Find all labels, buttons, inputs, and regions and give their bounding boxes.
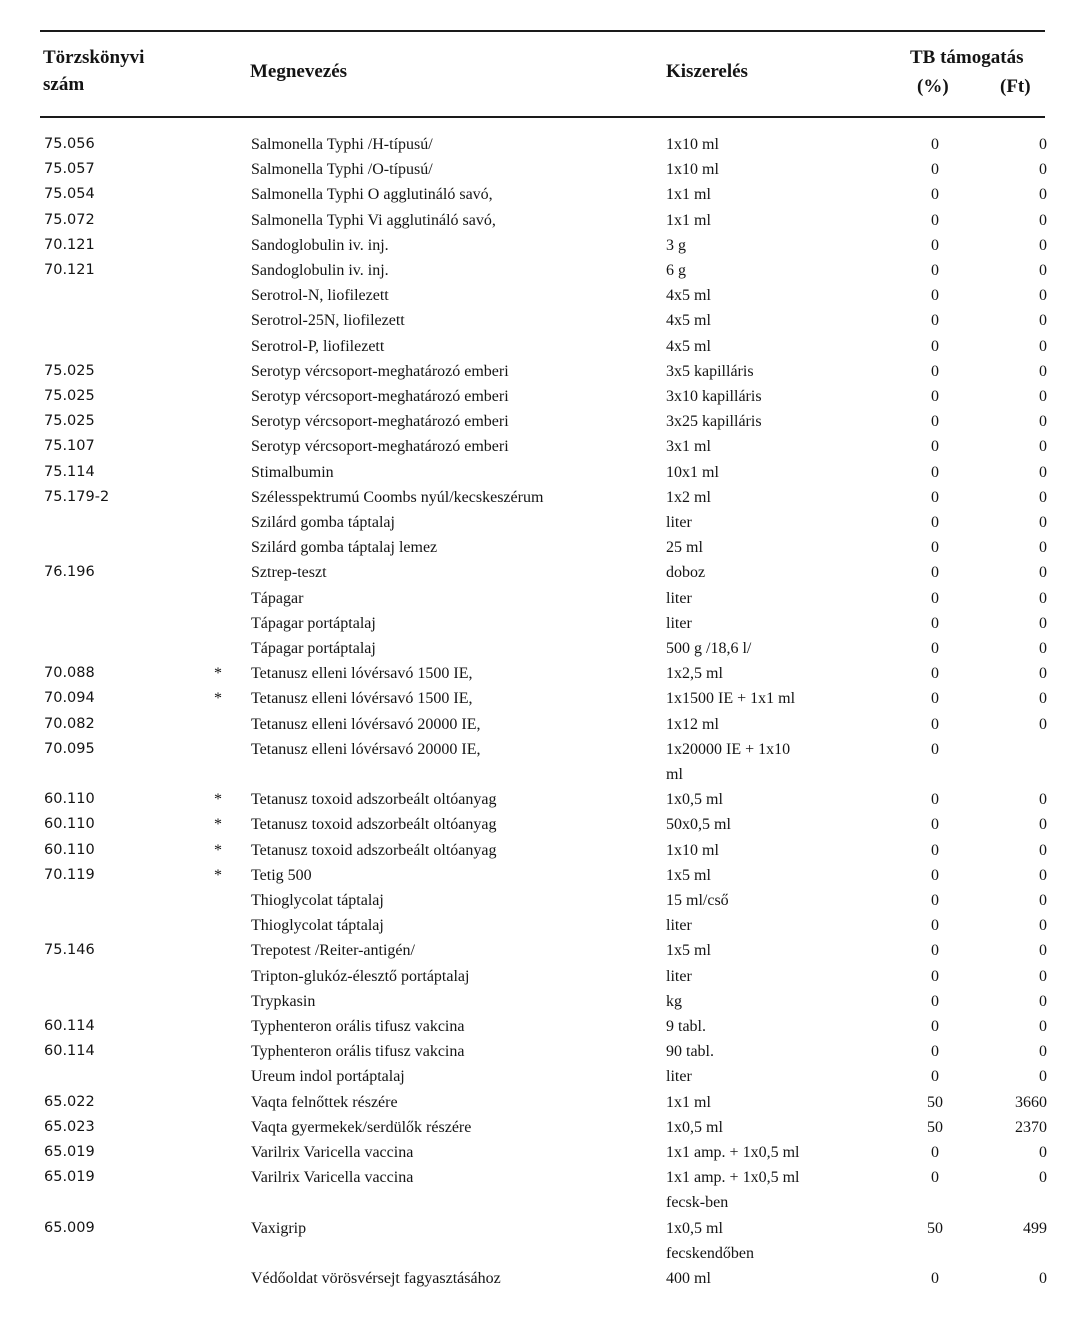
tb-percent-cell: 0 xyxy=(931,312,939,330)
tb-forint-cell: 0 xyxy=(1039,942,1047,960)
kiszereles-cell-continued: ml xyxy=(666,765,683,783)
tb-percent-cell: 0 xyxy=(931,539,939,557)
tb-forint-cell: 0 xyxy=(1039,136,1047,153)
tb-forint-cell: 0 xyxy=(1039,1043,1047,1061)
kiszereles-cell: liter xyxy=(666,589,692,607)
tb-percent-cell: 50 xyxy=(927,1093,943,1111)
kiszereles-cell-continued: fecskendőben xyxy=(666,1244,754,1262)
megnevezes-cell: Trepotest /Reiter-antigén/ xyxy=(251,942,415,960)
kiszereles-cell: liter xyxy=(666,967,692,985)
megnevezes-cell: Szilárd gomba táptalaj lemez xyxy=(251,539,438,557)
torzskonyvi-szam-cell: 65.023 xyxy=(44,1118,95,1135)
megnevezes-cell: Serotrol-25N, liofilezett xyxy=(251,312,405,330)
kiszereles-cell: 400 ml xyxy=(666,1270,711,1287)
kiszereles-cell: 1x0,5 ml xyxy=(666,1118,723,1136)
torzskonyvi-szam-cell: 75.025 xyxy=(44,413,95,430)
tb-percent-cell: 0 xyxy=(931,463,939,481)
kiszereles-cell: liter xyxy=(666,614,692,632)
tb-forint-cell: 0 xyxy=(1039,967,1047,985)
kiszereles-cell: 3x1 ml xyxy=(666,438,711,456)
tb-forint-cell: 0 xyxy=(1039,866,1047,884)
torzskonyvi-szam-cell: 75.107 xyxy=(44,438,95,455)
tb-forint-cell: 0 xyxy=(1039,287,1047,305)
kiszereles-cell: 1x12 ml xyxy=(666,715,719,733)
tb-forint-cell: 0 xyxy=(1039,236,1047,254)
kiszereles-cell: 500 g /18,6 l/ xyxy=(666,640,752,657)
kiszereles-cell: 6 g xyxy=(666,262,686,279)
tb-percent-cell: 0 xyxy=(931,665,939,683)
marker-cell: * xyxy=(214,816,222,834)
tb-forint-cell: 0 xyxy=(1039,589,1047,607)
kiszereles-cell: 1x2 ml xyxy=(666,488,711,506)
kiszereles-cell: 50x0,5 ml xyxy=(666,816,731,834)
header-tb-tamogatas: TB támogatás xyxy=(910,47,1024,68)
megnevezes-cell: Tripton-glukóz-élesztő portáptalaj xyxy=(251,967,470,985)
torzskonyvi-szam-cell: 75.054 xyxy=(44,186,95,203)
tb-percent-cell: 0 xyxy=(931,892,939,909)
kiszereles-cell: 1x1 ml xyxy=(666,1093,711,1111)
megnevezes-cell: Védőoldat vörösvérsejt fagyasztásához xyxy=(251,1270,501,1287)
megnevezes-cell: Typhenteron orális tifusz vakcina xyxy=(251,1018,465,1035)
torzskonyvi-szam-cell: 76.196 xyxy=(44,564,95,581)
torzskonyvi-szam-cell: 60.114 xyxy=(44,1043,95,1060)
marker-cell: * xyxy=(214,690,222,708)
kiszereles-cell: 1x1 ml xyxy=(666,186,711,204)
torzskonyvi-szam-cell: 65.022 xyxy=(44,1093,95,1110)
kiszereles-cell: 1x1 amp. + 1x0,5 ml xyxy=(666,1144,800,1161)
torzskonyvi-szam-cell: 70.088 xyxy=(44,665,95,682)
marker-cell: * xyxy=(214,841,222,859)
tb-forint-cell: 0 xyxy=(1039,816,1047,834)
tb-percent-cell: 0 xyxy=(931,1068,939,1086)
megnevezes-cell: Serotyp vércsoport-meghatározó emberi xyxy=(251,362,509,380)
tb-forint-cell: 0 xyxy=(1039,337,1047,355)
kiszereles-cell: 1x0,5 ml xyxy=(666,1219,723,1237)
megnevezes-cell: Thioglycolat táptalaj xyxy=(251,892,384,909)
header-megnevezes: Megnevezés xyxy=(250,61,348,82)
tb-forint-cell: 0 xyxy=(1039,539,1047,557)
megnevezes-cell: Sandoglobulin iv. inj. xyxy=(251,236,389,254)
megnevezes-cell: Salmonella Typhi O agglutináló savó, xyxy=(251,186,493,204)
header-percent: (%) xyxy=(917,76,949,97)
torzskonyvi-szam-cell: 75.146 xyxy=(44,942,95,959)
tb-percent-cell: 0 xyxy=(931,690,939,708)
megnevezes-cell: Vaqta felnőttek részére xyxy=(251,1093,398,1111)
tb-percent-cell: 0 xyxy=(931,438,939,456)
tb-percent-cell: 0 xyxy=(931,791,939,809)
torzskonyvi-szam-cell: 60.114 xyxy=(44,1018,95,1034)
tb-percent-cell: 0 xyxy=(931,715,939,733)
megnevezes-cell: Tápagar portáptalaj xyxy=(251,614,376,632)
kiszereles-cell: 1x5 ml xyxy=(666,942,711,960)
tb-percent-cell: 0 xyxy=(931,1169,939,1187)
kiszereles-cell: 1x20000 IE + 1x10 xyxy=(666,740,791,758)
tb-forint-cell: 0 xyxy=(1039,665,1047,683)
megnevezes-cell: Tetanusz toxoid adszorbeált oltóanyag xyxy=(251,841,497,859)
megnevezes-cell: Szélesspektrumú Coombs nyúl/kecskeszérum xyxy=(251,488,544,506)
tb-forint-cell: 0 xyxy=(1039,564,1047,582)
megnevezes-cell: Serotyp vércsoport-meghatározó emberi xyxy=(251,388,509,405)
tb-forint-cell: 0 xyxy=(1039,1169,1047,1187)
header-torzskonyvi: Törzskönyvi xyxy=(43,47,145,68)
kiszereles-cell: 1x2,5 ml xyxy=(666,665,723,683)
tb-forint-cell: 0 xyxy=(1039,892,1047,909)
torzskonyvi-szam-cell: 75.114 xyxy=(44,463,95,480)
tb-percent-cell: 50 xyxy=(927,1118,943,1136)
torzskonyvi-szam-cell: 65.009 xyxy=(44,1219,95,1236)
kiszereles-cell: 10x1 ml xyxy=(666,463,719,481)
tb-forint-cell: 3660 xyxy=(1015,1093,1047,1111)
megnevezes-cell: Varilrix Varicella vaccina xyxy=(251,1169,414,1187)
torzskonyvi-szam-cell: 70.094 xyxy=(44,690,95,707)
header-kiszereles: Kiszerelés xyxy=(666,61,748,82)
megnevezes-cell: Sztrep-teszt xyxy=(251,564,327,582)
megnevezes-cell: Tetanusz toxoid adszorbeált oltóanyag xyxy=(251,791,497,809)
kiszereles-cell: 15 ml/cső xyxy=(666,892,729,909)
torzskonyvi-szam-cell: 75.025 xyxy=(44,362,95,379)
tb-forint-cell: 0 xyxy=(1039,186,1047,204)
kiszereles-cell: 1x10 ml xyxy=(666,841,719,859)
kiszereles-cell: 1x1 amp. + 1x0,5 ml xyxy=(666,1169,800,1187)
torzskonyvi-szam-cell: 75.179-2 xyxy=(44,488,110,505)
tb-percent-cell: 0 xyxy=(931,640,939,657)
torzskonyvi-szam-cell: 75.025 xyxy=(44,388,95,404)
marker-cell: * xyxy=(214,791,222,809)
header-rule xyxy=(40,116,1045,118)
kiszereles-cell: 1x1500 IE + 1x1 ml xyxy=(666,690,796,708)
tb-percent-cell: 0 xyxy=(931,740,939,758)
megnevezes-cell: Tetanusz elleni lóvérsavó 1500 IE, xyxy=(251,690,473,708)
tb-percent-cell: 0 xyxy=(931,866,939,884)
megnevezes-cell: Vaxigrip xyxy=(251,1219,307,1237)
torzskonyvi-szam-cell: 70.121 xyxy=(44,236,95,253)
torzskonyvi-szam-cell: 70.121 xyxy=(44,262,95,278)
tb-forint-cell: 0 xyxy=(1039,488,1047,506)
megnevezes-cell: Ureum indol portáptalaj xyxy=(251,1068,405,1086)
tb-forint-cell: 0 xyxy=(1039,614,1047,632)
torzskonyvi-szam-cell: 70.082 xyxy=(44,715,95,732)
tb-forint-cell: 0 xyxy=(1039,312,1047,330)
kiszereles-cell: liter xyxy=(666,1068,692,1086)
megnevezes-cell: Szilárd gomba táptalaj xyxy=(251,514,395,531)
tb-forint-cell: 0 xyxy=(1039,514,1047,531)
megnevezes-cell: Tetanusz elleni lóvérsavó 20000 IE, xyxy=(251,740,481,758)
megnevezes-cell: Serotyp vércsoport-meghatározó emberi xyxy=(251,413,509,431)
tb-percent-cell: 0 xyxy=(931,1144,939,1161)
kiszereles-cell-continued: fecsk-ben xyxy=(666,1194,729,1212)
tb-forint-cell: 0 xyxy=(1039,917,1047,935)
tb-percent-cell: 0 xyxy=(931,136,939,153)
kiszereles-cell: doboz xyxy=(666,564,706,582)
kiszereles-cell: 1x5 ml xyxy=(666,866,711,884)
tb-forint-cell: 0 xyxy=(1039,463,1047,481)
kiszereles-cell: 3x25 kapilláris xyxy=(666,413,762,431)
kiszereles-cell: 3x10 kapilláris xyxy=(666,388,762,405)
tb-percent-cell: 0 xyxy=(931,514,939,531)
tb-percent-cell: 0 xyxy=(931,614,939,632)
tb-percent-cell: 0 xyxy=(931,287,939,305)
tb-forint-cell: 0 xyxy=(1039,640,1047,657)
tb-forint-cell: 0 xyxy=(1039,362,1047,380)
tb-percent-cell: 0 xyxy=(931,236,939,254)
tb-percent-cell: 0 xyxy=(931,211,939,229)
kiszereles-cell: 1x10 ml xyxy=(666,161,719,179)
torzskonyvi-szam-cell: 70.095 xyxy=(44,740,95,757)
megnevezes-cell: Thioglycolat táptalaj xyxy=(251,917,384,935)
marker-cell: * xyxy=(214,866,222,884)
megnevezes-cell: Vaqta gyermekek/serdülők részére xyxy=(251,1118,472,1136)
header-torzskonyvi-szam xyxy=(43,44,144,98)
kiszereles-cell: 1x1 ml xyxy=(666,211,711,229)
tb-percent-cell: 0 xyxy=(931,564,939,582)
kiszereles-cell: 4x5 ml xyxy=(666,337,711,355)
marker-cell: * xyxy=(214,665,222,683)
tb-percent-cell: 0 xyxy=(931,992,939,1010)
tb-percent-cell: 0 xyxy=(931,262,939,279)
tb-percent-cell: 0 xyxy=(931,1043,939,1061)
kiszereles-cell: 9 tabl. xyxy=(666,1018,706,1035)
tb-forint-cell: 0 xyxy=(1039,161,1047,179)
tb-forint-cell: 0 xyxy=(1039,841,1047,859)
tb-percent-cell: 0 xyxy=(931,942,939,960)
tb-percent-cell: 0 xyxy=(931,967,939,985)
tb-percent-cell: 0 xyxy=(931,362,939,380)
megnevezes-cell: Salmonella Typhi /H-típusú/ xyxy=(251,136,433,153)
megnevezes-cell: Tetig 500 xyxy=(251,866,312,884)
torzskonyvi-szam-cell: 65.019 xyxy=(44,1169,95,1186)
megnevezes-cell: Varilrix Varicella vaccina xyxy=(251,1144,414,1161)
kiszereles-cell: 1x10 ml xyxy=(666,136,719,153)
kiszereles-cell: kg xyxy=(666,992,682,1010)
kiszereles-cell: liter xyxy=(666,917,692,935)
megnevezes-cell: Tápagar xyxy=(251,589,304,607)
megnevezes-cell: Serotrol-N, liofilezett xyxy=(251,287,389,305)
tb-percent-cell: 0 xyxy=(931,1018,939,1035)
torzskonyvi-szam-cell: 75.057 xyxy=(44,161,95,178)
tb-percent-cell: 0 xyxy=(931,413,939,431)
megnevezes-cell: Serotyp vércsoport-meghatározó emberi xyxy=(251,438,509,456)
kiszereles-cell: 1x0,5 ml xyxy=(666,791,723,809)
megnevezes-cell: Serotrol-P, liofilezett xyxy=(251,337,385,355)
torzskonyvi-szam-cell: 60.110 xyxy=(44,841,95,858)
megnevezes-cell: Tetanusz toxoid adszorbeált oltóanyag xyxy=(251,816,497,834)
tb-forint-cell: 0 xyxy=(1039,211,1047,229)
torzskonyvi-szam-cell: 60.110 xyxy=(44,816,95,833)
tb-percent-cell: 0 xyxy=(931,1270,939,1287)
tb-percent-cell: 0 xyxy=(931,161,939,179)
tb-percent-cell: 50 xyxy=(927,1219,943,1237)
megnevezes-cell: Sandoglobulin iv. inj. xyxy=(251,262,389,279)
tb-percent-cell: 0 xyxy=(931,917,939,935)
tb-forint-cell: 0 xyxy=(1039,1068,1047,1086)
tb-forint-cell: 499 xyxy=(1023,1219,1047,1237)
tb-forint-cell: 0 xyxy=(1039,715,1047,733)
tb-forint-cell: 0 xyxy=(1039,1270,1047,1287)
kiszereles-cell: 3x5 kapilláris xyxy=(666,362,754,380)
kiszereles-cell: liter xyxy=(666,514,692,531)
tb-forint-cell: 0 xyxy=(1039,388,1047,405)
kiszereles-cell: 3 g xyxy=(666,236,686,254)
torzskonyvi-szam-cell: 65.019 xyxy=(44,1144,95,1160)
megnevezes-cell: Tetanusz elleni lóvérsavó 1500 IE, xyxy=(251,665,473,683)
tb-percent-cell: 0 xyxy=(931,337,939,355)
header-forint: (Ft) xyxy=(1000,76,1031,97)
torzskonyvi-szam-cell: 70.119 xyxy=(44,866,95,883)
header-szam: szám xyxy=(43,74,85,95)
megnevezes-cell: Tetanusz elleni lóvérsavó 20000 IE, xyxy=(251,715,481,733)
megnevezes-cell: Salmonella Typhi /O-típusú/ xyxy=(251,161,433,179)
megnevezes-cell: Salmonella Typhi Vi agglutináló savó, xyxy=(251,211,496,229)
tb-forint-cell: 0 xyxy=(1039,992,1047,1010)
megnevezes-cell: Tápagar portáptalaj xyxy=(251,640,376,657)
tb-forint-cell: 0 xyxy=(1039,262,1047,279)
kiszereles-cell: 4x5 ml xyxy=(666,312,711,330)
tb-forint-cell: 0 xyxy=(1039,413,1047,431)
tb-forint-cell: 0 xyxy=(1039,438,1047,456)
kiszereles-cell: 4x5 ml xyxy=(666,287,711,305)
top-rule xyxy=(40,30,1045,32)
megnevezes-cell: Typhenteron orális tifusz vakcina xyxy=(251,1043,465,1061)
torzskonyvi-szam-cell: 75.056 xyxy=(44,136,95,152)
tb-percent-cell: 0 xyxy=(931,816,939,834)
torzskonyvi-szam-cell: 60.110 xyxy=(44,791,95,808)
kiszereles-cell: 90 tabl. xyxy=(666,1043,714,1061)
kiszereles-cell: 25 ml xyxy=(666,539,703,557)
tb-forint-cell: 0 xyxy=(1039,690,1047,708)
megnevezes-cell: Stimalbumin xyxy=(251,463,334,481)
tb-percent-cell: 0 xyxy=(931,589,939,607)
torzskonyvi-szam-cell: 75.072 xyxy=(44,211,95,228)
tb-forint-cell: 0 xyxy=(1039,791,1047,809)
tb-forint-cell: 2370 xyxy=(1015,1118,1047,1136)
tb-forint-cell: 0 xyxy=(1039,1018,1047,1035)
tb-forint-cell: 0 xyxy=(1039,1144,1047,1161)
tb-percent-cell: 0 xyxy=(931,388,939,405)
megnevezes-cell: Trypkasin xyxy=(251,992,316,1010)
tb-percent-cell: 0 xyxy=(931,488,939,506)
tb-percent-cell: 0 xyxy=(931,186,939,204)
tb-percent-cell: 0 xyxy=(931,841,939,859)
